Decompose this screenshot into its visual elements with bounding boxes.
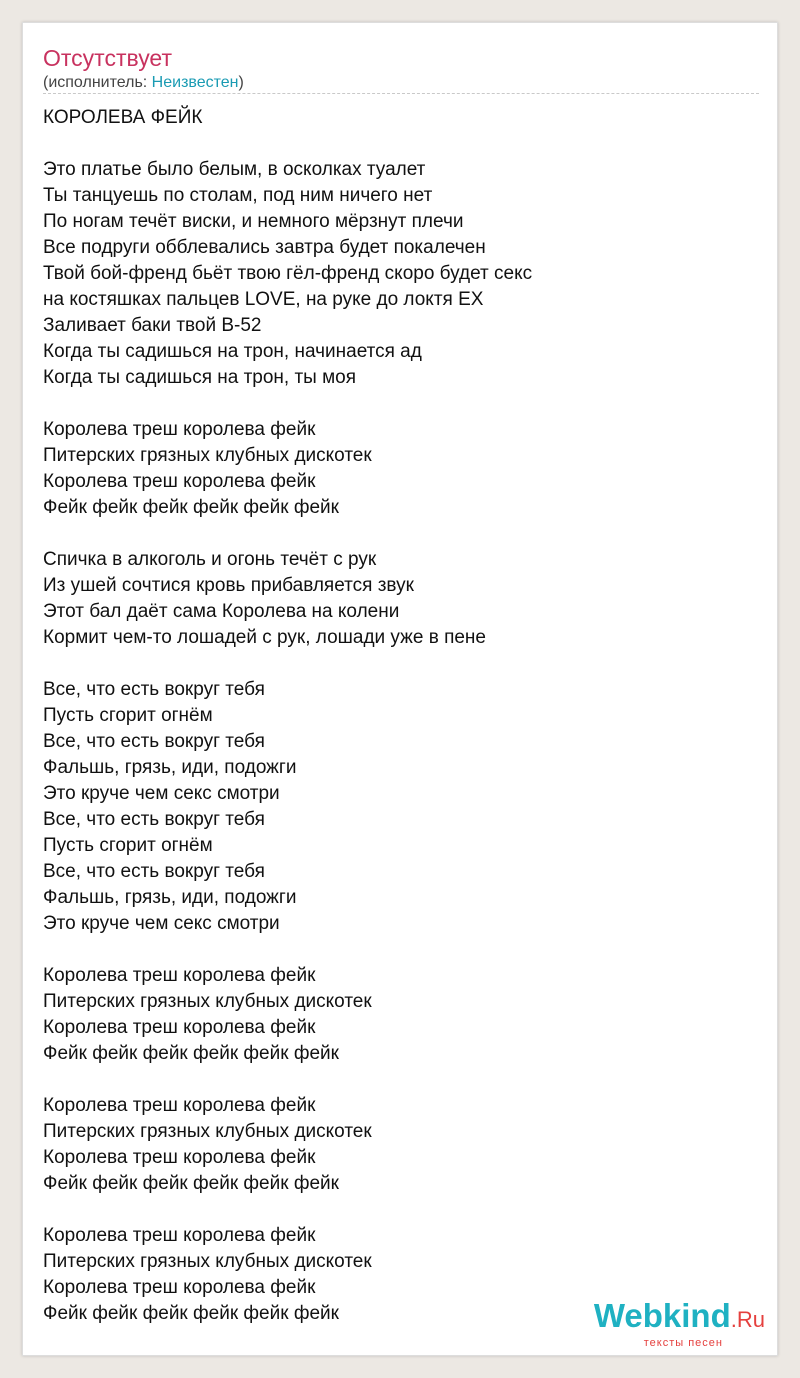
lyric-line: Фальшь, грязь, иди, подожги (43, 887, 297, 908)
lyrics-card (22, 22, 778, 1356)
lyric-line: Спичка в алкоголь и огонь течёт с рук (43, 549, 377, 570)
lyric-line: Питерских грязных клубных дискотек (43, 991, 372, 1012)
lyric-line: Это круче чем секс смотри (43, 783, 280, 804)
lyric-line: Когда ты садишься на трон, ты моя (43, 367, 357, 388)
artist-link[interactable]: Неизвестен (151, 74, 239, 91)
lyric-line: Королева треш королева фейк (43, 965, 316, 986)
lyric-line: на костяшках пальцев LOVE, на руке до локтя EX (43, 289, 484, 310)
dashed-divider (43, 93, 759, 94)
lyric-line: Питерских грязных клубных дискотек (43, 1251, 372, 1272)
lyric-line: Этот бал даёт сама Королева на колени (43, 601, 400, 622)
lyric-line: Заливает баки твой B-52 (43, 315, 262, 336)
meta-prefix: (исполнитель: (43, 74, 152, 91)
lyric-blank-line (43, 1197, 759, 1223)
lyric-blank-line (43, 521, 759, 547)
artist-title: Отсутствует (43, 45, 172, 71)
logo-wordmark (594, 1299, 765, 1337)
lyric-blank-line (43, 391, 759, 417)
lyric-line: Королева треш королева фейк (43, 1277, 316, 1298)
lyric-line: Питерских грязных клубных дискотек (43, 445, 372, 466)
lyric-line: Когда ты садишься на трон, начинается ад (43, 341, 422, 362)
lyric-line: Ты танцуешь по столам, под ним ничего нет (43, 185, 433, 206)
lyrics-body (43, 157, 759, 1327)
artist-meta (43, 73, 244, 93)
lyric-line: По ногам течёт виски, и немного мёрзнут плечи (43, 211, 464, 232)
lyric-line: Кормит чем-то лошадей с рук, лошади уже в пене (43, 627, 486, 648)
lyric-blank-line (43, 1067, 759, 1093)
lyric-line: Все подруги обблевались завтра будет покалечен (43, 237, 486, 258)
lyric-line: Это платье было белым, в осколках туалет (43, 159, 426, 180)
lyric-line: Королева треш королева фейк (43, 471, 316, 492)
lyric-line: Фальшь, грязь, иди, подожги (43, 757, 297, 778)
webkind-logo[interactable] (594, 1299, 765, 1349)
lyric-line: Пусть сгорит огнём (43, 705, 213, 726)
lyric-line: Все, что есть вокруг тебя (43, 861, 265, 882)
lyric-line: Питерских грязных клубных дискотек (43, 1121, 372, 1142)
lyric-line: Фейк фейк фейк фейк фейк фейк (43, 1173, 339, 1194)
lyric-line: Фейк фейк фейк фейк фейк фейк (43, 1303, 339, 1324)
lyric-line: Фейк фейк фейк фейк фейк фейк (43, 1043, 339, 1064)
lyric-line: Твой бой-френд бьёт твою гёл-френд скоро будет секс (43, 263, 533, 284)
lyric-line: Из ушей сочтися кровь прибавляется звук (43, 575, 414, 596)
lyric-line: Все, что есть вокруг тебя (43, 809, 265, 830)
lyric-line: Это круче чем секс смотри (43, 913, 280, 934)
lyric-line: Пусть сгорит огнём (43, 835, 213, 856)
logo-tld: .Ru (730, 1307, 765, 1332)
lyric-line: Королева треш королева фейк (43, 1095, 316, 1116)
lyric-line: Королева треш королева фейк (43, 1147, 316, 1168)
lyric-line: Все, что есть вокруг тебя (43, 679, 265, 700)
lyric-blank-line (43, 651, 759, 677)
lyric-line: Королева треш королева фейк (43, 1225, 316, 1246)
logo-tagline: тексты песен (643, 1337, 723, 1349)
lyric-line: Королева треш королева фейк (43, 1017, 316, 1038)
lyric-line: Фейк фейк фейк фейк фейк фейк (43, 497, 339, 518)
song-title: КОРОЛЕВА ФЕЙК (43, 107, 203, 128)
meta-suffix: ) (238, 74, 244, 91)
lyric-line: Королева треш королева фейк (43, 419, 316, 440)
lyric-line: Все, что есть вокруг тебя (43, 731, 265, 752)
logo-name: Webkind (593, 1297, 731, 1334)
lyric-blank-line (43, 937, 759, 963)
